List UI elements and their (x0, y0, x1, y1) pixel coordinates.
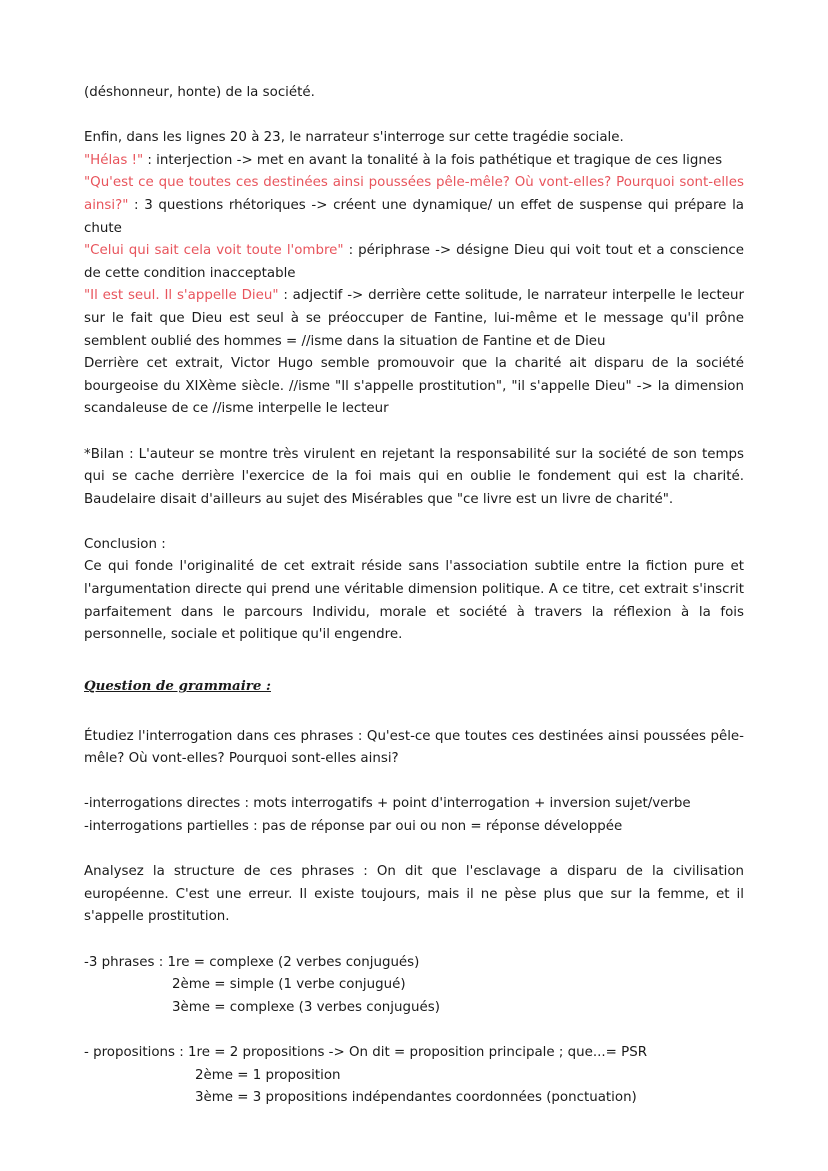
grammar-answer-directes: -interrogations directes : mots interrogatifs + point d'interrogation + inversion sujet/verbe (84, 796, 691, 812)
paragraph-seul (84, 285, 744, 353)
phrases-line-1: -3 phrases : 1re = complexe (2 verbes conjugués) (84, 954, 420, 970)
grammar-answer-partielles: -interrogations partielles : pas de réponse par oui ou non = réponse développée (84, 819, 623, 834)
conclusion-text: Ce qui fonde l'originalité de cet extrait réside sans l'association subtile entre la fiction pure et l'argumentation directe qui prend une véritable dimension politique. A ce titre, cet extrait s'inscrit parfaitement dans le parcours Individu, morale et société à travers la réflexion à la fois personnelle, sociale et politique qu'il engendre. (84, 559, 744, 643)
grammar-question-2: Analysez la structure de ces phrases : On dit que l'esclavage a disparu de la civilisation européenne. C'est une erreur. Il existe toujours, mais il ne pèse plus que sur la femme, et il s'appelle prostitution. (84, 864, 744, 925)
quote-questions: "Qu'est ce que toutes ces destinées ainsi poussées pêle-mêle? Où vont-elles? Pourquoi sont-elles ainsi?" (84, 175, 744, 213)
quote-dieu: "Il est seul. Il s'appelle Dieu" (84, 288, 279, 304)
analysis-helas: : interjection -> met en avant la tonalité à la fois pathétique et tragique de ces lignes (143, 152, 723, 168)
propositions-line-1: - propositions : 1re = 2 propositions -> On dit = proposition principale ; que...= PSR (84, 1044, 648, 1060)
propositions-line-2: 2ème = 1 proposition (195, 1067, 341, 1083)
paragraph-hugo: Derrière cet extrait, Victor Hugo semble promouvoir que la charité ait disparu de la société bourgeoise du XIXème siècle. //isme "Il s'appelle prostitution", "il s'appelle Dieu" -> la dimension scandaleuse de ce //isme interpelle le lecteur (84, 356, 744, 417)
paragraph-helas (84, 150, 744, 173)
grammar-question-1: Étudiez l'interrogation dans ces phrases : Qu'est-ce que toutes ces destinées ainsi poussées pêle-mêle? Où vont-elles? Pourquoi sont-elles ainsi? (84, 728, 744, 767)
grammar-section (84, 675, 744, 699)
propositions-line-3: 3ème = 3 propositions indépendantes coordonnées (ponctuation) (195, 1090, 637, 1106)
paragraph-bilan: *Bilan : L'auteur se montre très virulent en rejetant la responsabilité sur la société de son temps qui se cache derrière l'exercice de la foi mais qui en oublie le fondement qui est la charité. Baudelaire disait d'ailleurs au sujet des Misérables que "ce livre est un livre de charité". (84, 446, 744, 507)
grammar-title: Question de grammaire : (84, 678, 271, 695)
quote-helas: "Hélas !" (84, 152, 144, 168)
paragraph-periphrase (84, 240, 744, 285)
conclusion-heading: Conclusion : (84, 536, 166, 552)
quote-ombre: "Celui qui sait cela voit toute l'ombre" (84, 243, 344, 259)
paragraph-questions (84, 172, 744, 240)
paragraph-deshonneur: (déshonneur, honte) de la société. (84, 85, 315, 100)
analysis-periphrase: : périphrase -> désigne Dieu qui voit tout et a conscience de cette condition inacceptable (84, 243, 744, 281)
phrases-line-3: 3ème = complexe (3 verbes conjugués) (172, 999, 440, 1015)
phrases-line-2: 2ème = simple (1 verbe conjugué) (172, 977, 406, 993)
analysis-questions: : 3 questions rhétoriques -> créent une dynamique/ un effet de suspense qui prépare la chute (84, 197, 744, 236)
paragraph-intro-lignes: Enfin, dans les lignes 20 à 23, le narrateur s'interroge sur cette tragédie sociale. (84, 130, 624, 146)
analysis-seul: : adjectif -> derrière cette solitude, le narrateur interpelle le lecteur sur le fait que Dieu est seul à se préoccuper de Fantine, lui-même et le message qu'il prône semblent oublié des hommes = //isme dans la situation de Fantine et de Dieu (84, 288, 744, 349)
